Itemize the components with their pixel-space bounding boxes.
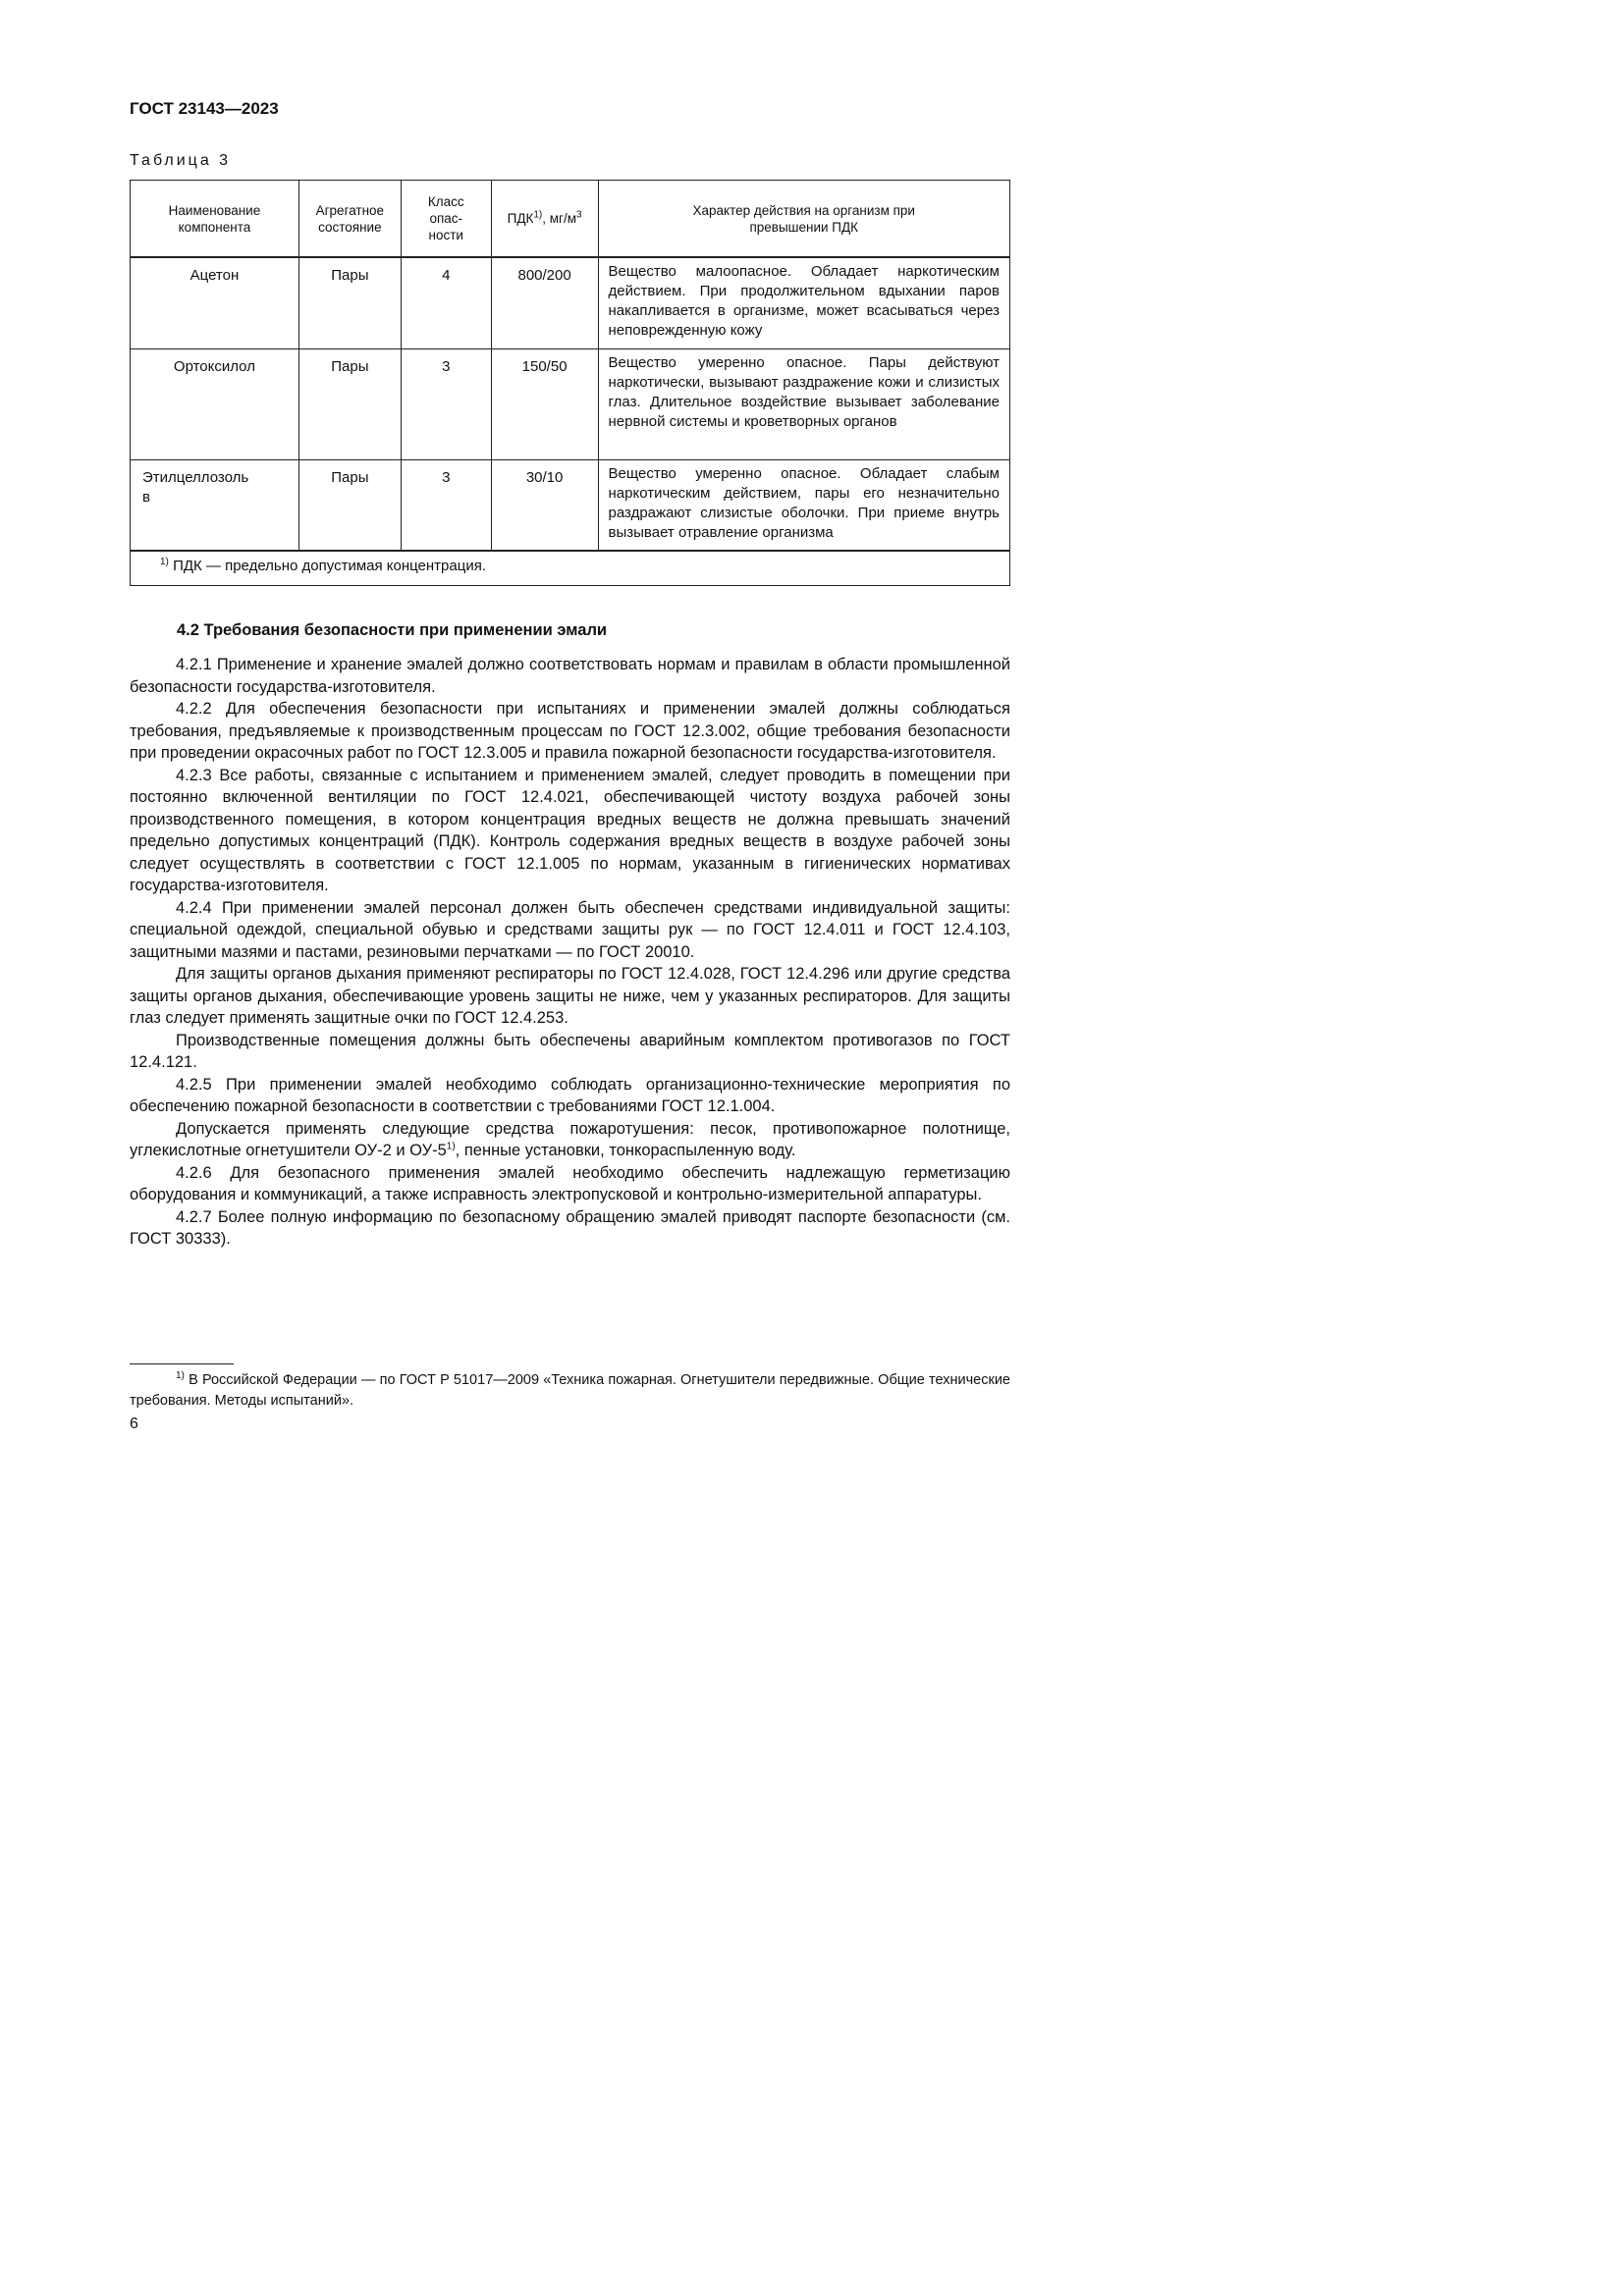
footnote-ref: 1) [446,1141,456,1152]
cell-effect: Вещество умеренно опасное. Пары действуют наркотически, вызывают раздражение кожи и слизистых глаз. Длительное воздействие вызывает заболевание нервной системы и кроветворных органов [598,348,1009,459]
cell-name: Ацетон [131,257,299,348]
table-note-marker: 1) [160,557,169,567]
table-row [131,459,1010,551]
paragraph: 4.2.3 Все работы, связанные с испытанием и применением эмалей, следует проводить в помещении при постоянно включенной вентиляции по ГОСТ 12.4.021, обеспечивающей чистоту воздуха рабочей зоны производственного помещения, в котором концентрация вредных веществ не должна превышать значений предельно допустимых концентраций (ПДК). Контроль содержания вредных веществ в воздухе рабочей зоны следует осуществлять в соответствии с ГОСТ 12.1.005 по нормам, указанным в гигиенических нормативах государства-изготовителя. [130,766,1010,894]
section-title: 4.2 Требования безопасности при применении эмали [177,621,608,639]
paragraph: Производственные помещения должны быть обеспечены аварийным комплектом противогазов по ГОСТ 12.4.121. [130,1031,1010,1071]
cell-pdk: 800/200 [491,257,598,348]
cell-name: Ортоксилол [131,348,299,459]
paragraph: 4.2.4 При применении эмалей персонал должен быть обеспечен средствами индивидуальной защиты: специальной одеждой, специальной обувью и средствами защиты рук — по ГОСТ 12.4.011 и ГОСТ 12.4.103, защитными мазями и пастами, резиновыми перчатками — по ГОСТ 20010. [130,898,1010,961]
table-note-row [131,551,1010,586]
table-row [131,348,1010,459]
column-header-name: Наименование компонента [131,181,299,258]
paragraph: 4.2.7 Более полную информацию по безопасному обращению эмалей приводят паспорте безопасности (см. ГОСТ 30333). [130,1207,1010,1248]
paragraph: 4.2.5 При применении эмалей необходимо соблюдать организационно-технические мероприятия по обеспечению пожарной безопасности в соответствии с требованиями ГОСТ 12.1.004. [130,1075,1010,1115]
table-row [131,257,1010,348]
paragraph: 4.2.6 Для безопасного применения эмалей необходимо обеспечить надлежащую герметизацию оборудования и коммуникаций, а также исправность электропусковой и контрольно-измерительной аппаратуры. [130,1163,1010,1203]
section-body [130,654,1010,1251]
cell-state: Пары [298,459,401,551]
table-note [131,551,1010,586]
table-note-text: ПДК — предельно допустимая концентрация. [173,558,486,574]
footnote-separator [130,1363,234,1364]
cell-state: Пары [298,348,401,459]
footnote-marker: 1) [176,1370,185,1382]
cell-name: Этилцеллозольв [131,459,299,551]
footnote [130,1370,1010,1412]
table-header-row [131,181,1010,258]
paragraph: Допускается применять следующие средства пожаротушения: песок, противопожарное полотнище, углекислотные огнетушители ОУ-2 и ОУ-5$^{1)}$, пенные установки, тонкораспыленную воду. [130,1119,1010,1159]
footnote-text: В Российской Федерации — по ГОСТ Р 51017—2009 «Техника пожарная. Огнетушители передвижные. Общие технические требования. Методы испытаний». [130,1372,1010,1409]
cell-state: Пары [298,257,401,348]
column-header-class: Класс опас-ности [401,181,491,258]
hazard-table [130,180,1010,586]
column-header-pdk: ПДК$^{1)}$, $мг/м^3$ [491,181,598,258]
cell-class: 3 [401,459,491,551]
column-header-effect: Характер действия на организм при превышении ПДК [598,181,1009,258]
paragraph: Для защиты органов дыхания применяют респираторы по ГОСТ 12.4.028, ГОСТ 12.4.296 или другие средства защиты органов дыхания, обеспечивающие уровень защиты не ниже, чем у указанных респираторов. Для защиты глаз следует применять защитные очки по ГОСТ 12.4.253. [130,965,1010,1027]
cell-class: 3 [401,348,491,459]
page-number: 6 [130,1415,138,1432]
document-header: ГОСТ 23143—2023 [130,99,279,118]
cell-pdk: 30/10 [491,459,598,551]
paragraph: 4.2.1 Применение и хранение эмалей должно соответствовать нормам и правилам в области промышленной безопасности государства-изготовителя. [130,656,1010,696]
cell-effect: Вещество умеренно опасное. Обладает слабым наркотическим действием, пары его незначительно раздражают слизистые оболочки. При приеме внутрь вызывает отравление организма [598,459,1009,551]
column-header-state: Агрегатное состояние [298,181,401,258]
table-caption: Таблица 3 [130,152,232,169]
paragraph: 4.2.2 Для обеспечения безопасности при испытаниях и применении эмалей должны соблюдаться требования, предъявляемые к производственным процессам по ГОСТ 12.3.002, общие требования безопасности при проведении окрасочных работ по ГОСТ 12.3.005 и правила пожарной безопасности государства-изготовителя. [130,700,1010,762]
cell-class: 4 [401,257,491,348]
cell-pdk: 150/50 [491,348,598,459]
cell-effect: Вещество малоопасное. Обладает наркотическим действием. При продолжительном вдыхании паров накапливается в организме, может всасываться через неповрежденную кожу [598,257,1009,348]
